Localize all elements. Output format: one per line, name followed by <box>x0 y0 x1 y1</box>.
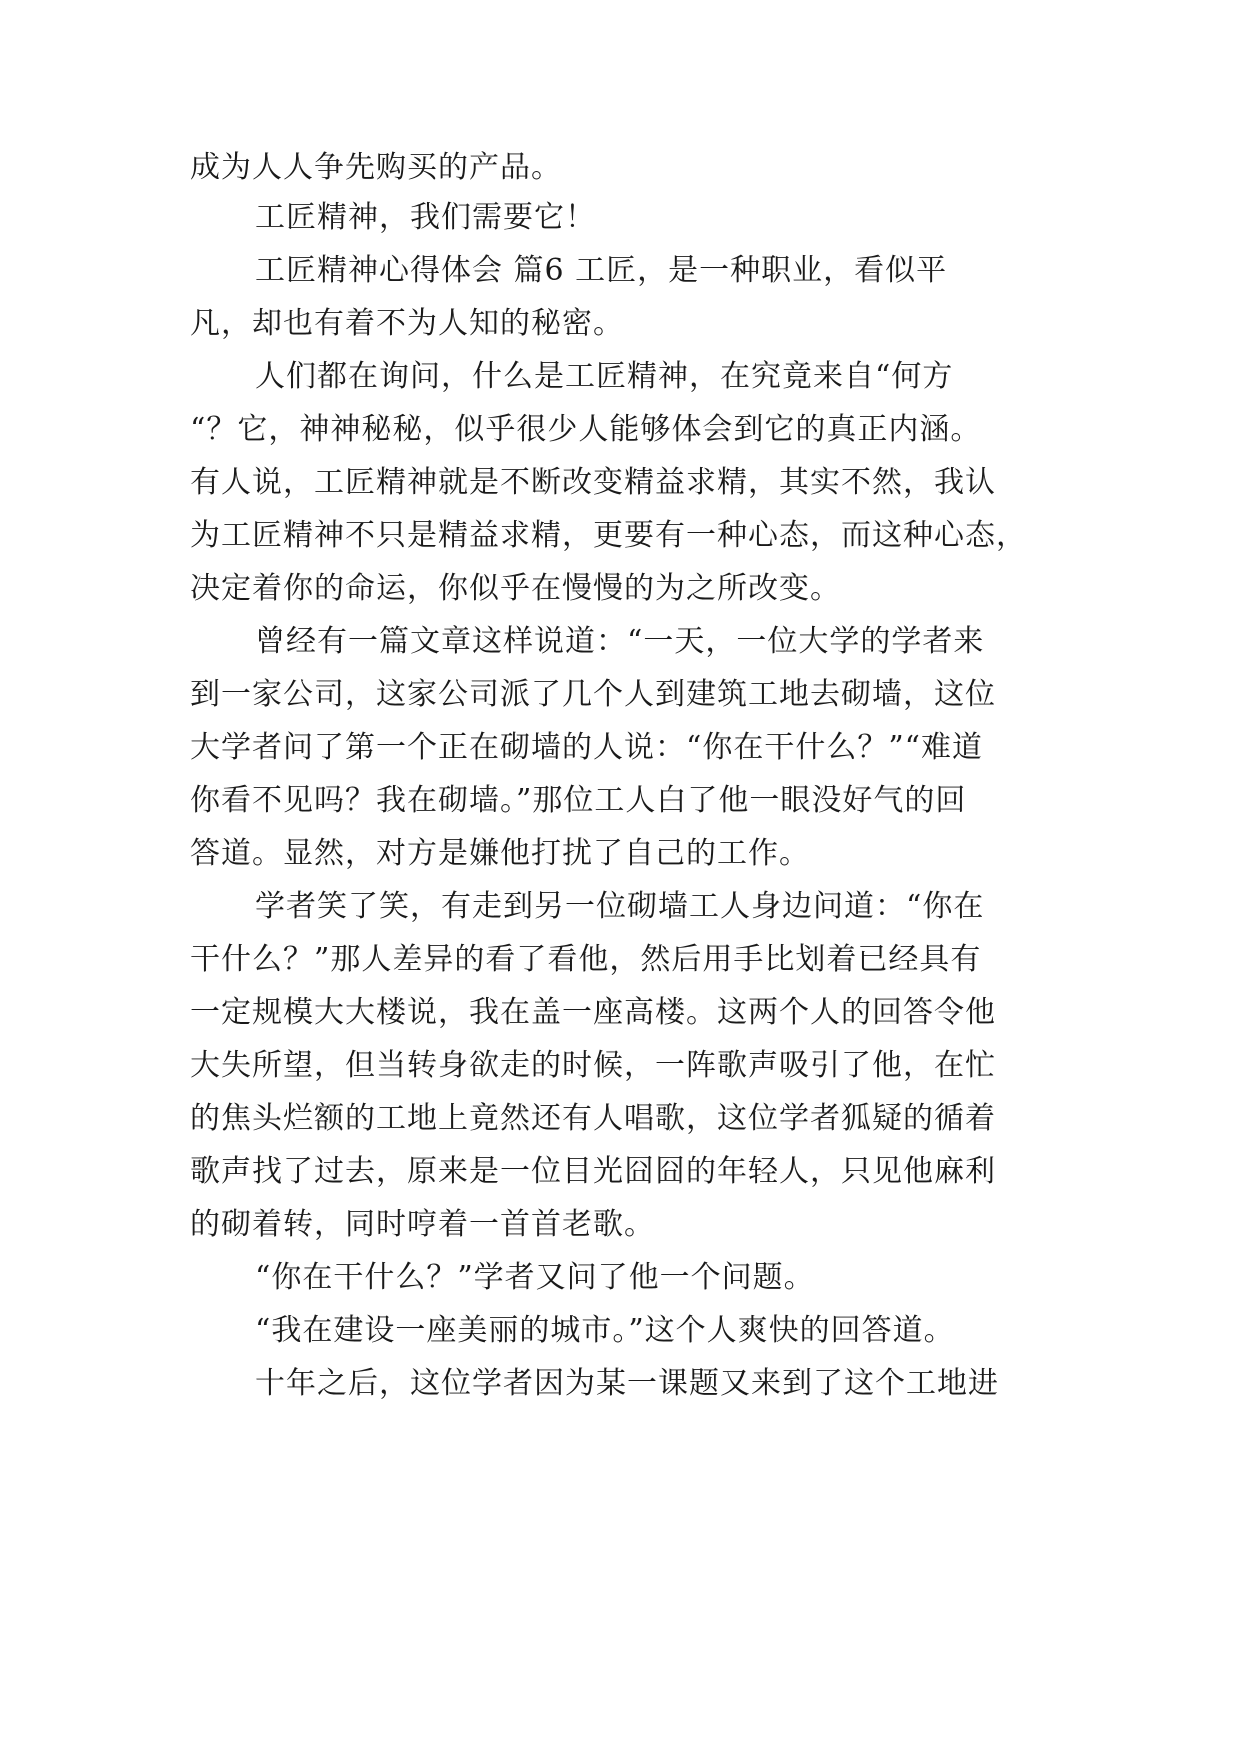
text-line: 歌声找了过去，原来是一位目光囧囧的年轻人，只见他麻利 <box>190 1154 996 1189</box>
text-line: 有人说，工匠精神就是不断改变精益求精，其实不然，我认 <box>190 465 996 500</box>
text-line: 答道。显然，对方是嫌他打扰了自己的工作。 <box>190 836 810 871</box>
text-line: 曾经有一篇文章这样说道：“一天，一位大学的学者来 <box>255 624 985 659</box>
text-line: 的砌着转，同时哼着一首首老歌。 <box>190 1207 655 1242</box>
text-line: 大学者问了第一个正在砌墙的人说：“你在干什么？”“难道 <box>190 730 984 765</box>
text-line: “我在建设一座美丽的城市。”这个人爽快的回答道。 <box>255 1313 955 1348</box>
text-line: 人们都在询问，什么是工匠精神，在究竟来自“何方 <box>255 359 954 394</box>
text-line: 干什么？”那人差异的看了看他，然后用手比划着已经具有 <box>190 942 982 977</box>
text-line: 凡，却也有着不为人知的秘密。 <box>190 306 624 341</box>
text-line: 为工匠精神不只是精益求精，更要有一种心态，而这种心态， <box>190 518 1027 553</box>
text-line: 的焦头烂额的工地上竟然还有人唱歌，这位学者狐疑的循着 <box>190 1101 996 1136</box>
text-line: 一定规模大大楼说，我在盖一座高楼。这两个人的回答令他 <box>190 995 996 1030</box>
text-line: “你在干什么？”学者又问了他一个问题。 <box>255 1260 815 1295</box>
text-line: 决定着你的命运，你似乎在慢慢的为之所改变。 <box>190 571 841 606</box>
text-line: 大失所望，但当转身欲走的时候，一阵歌声吸引了他，在忙 <box>190 1048 996 1083</box>
text-line: 十年之后，这位学者因为某一课题又来到了这个工地进 <box>255 1366 999 1401</box>
text-line: “？它，神神秘秘，似乎很少人能够体会到它的真正内涵。 <box>190 412 982 447</box>
text-line: 你看不见吗？我在砌墙。”那位工人白了他一眼没好气的回 <box>190 783 967 818</box>
text-line: 成为人人争先购买的产品。 <box>190 150 562 185</box>
text-line: 工匠精神心得体会 篇6 工匠，是一种职业，看似平 <box>255 253 948 288</box>
text-line: 学者笑了笑，有走到另一位砌墙工人身边问道：“你在 <box>255 889 985 924</box>
text-line: 工匠精神，我们需要它！ <box>255 200 596 235</box>
text-line: 到一家公司，这家公司派了几个人到建筑工地去砌墙，这位 <box>190 677 996 712</box>
